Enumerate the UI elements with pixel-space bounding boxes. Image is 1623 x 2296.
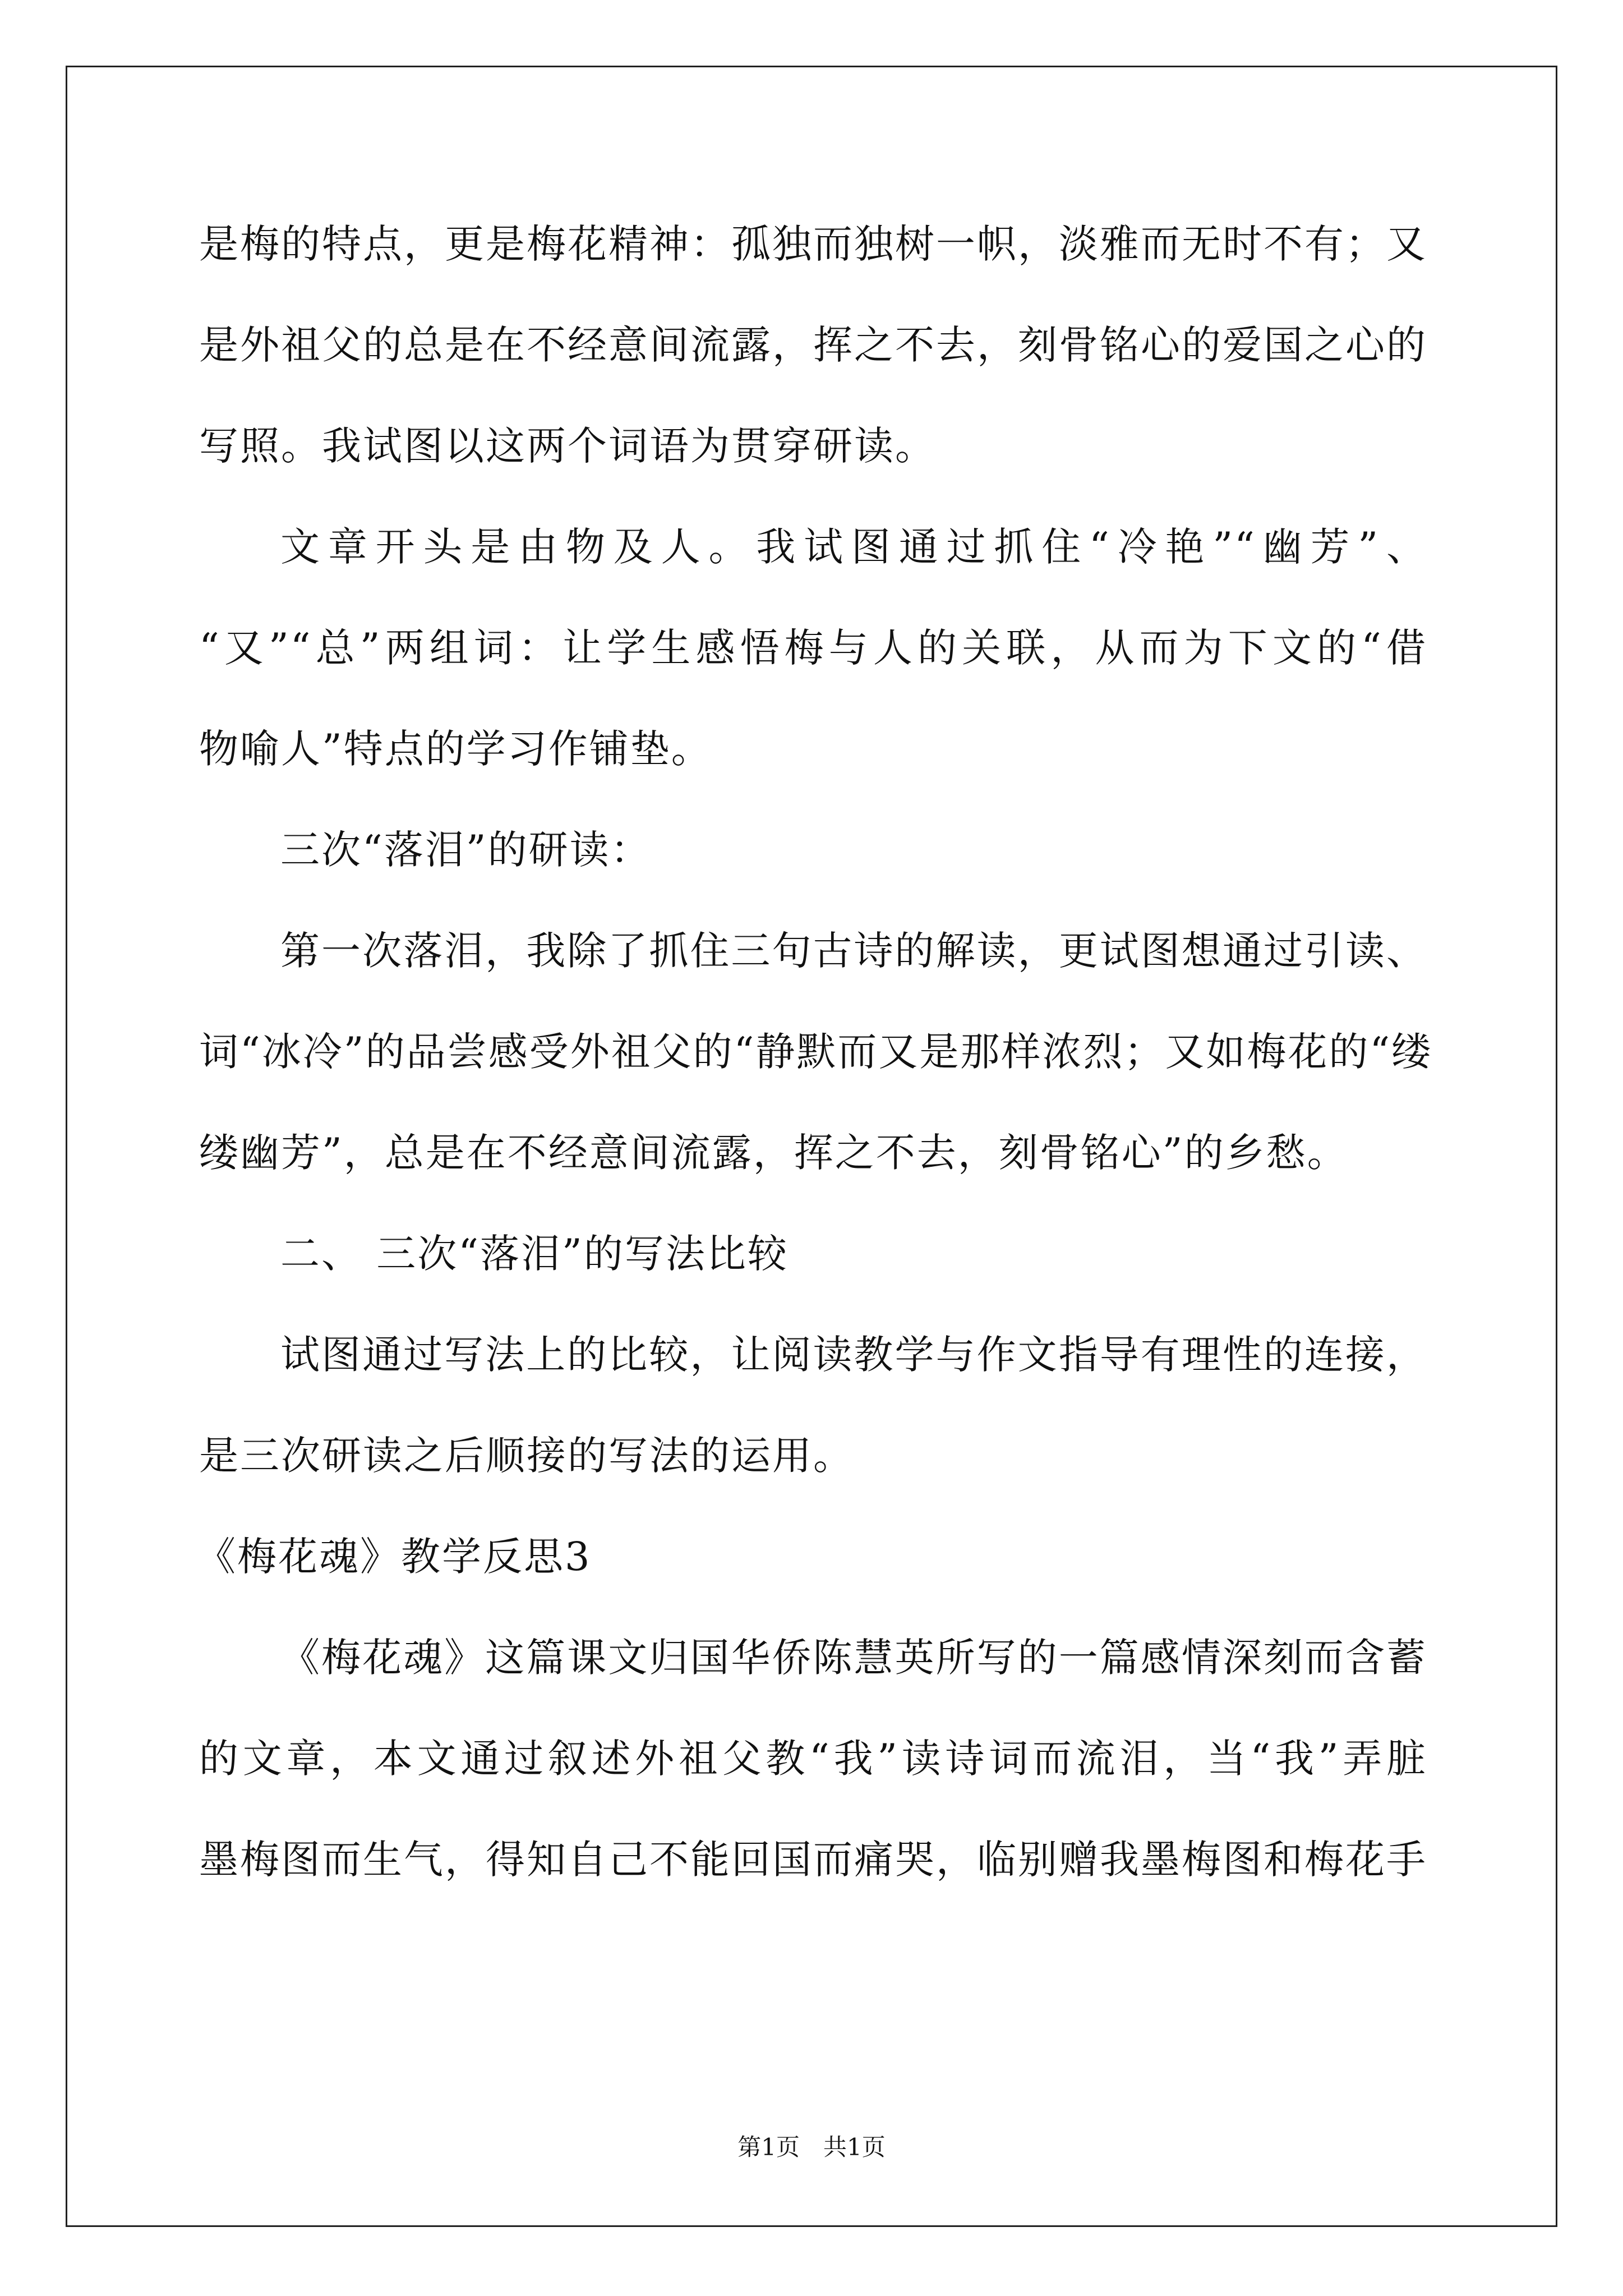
- paragraph-line: 文章开头是由物及人。我试图通过抓住“冷艳”“幽芳”、: [280, 524, 1427, 570]
- paragraph-line: 物喻人”特点的学习作铺垫。: [199, 726, 712, 772]
- paragraph-line: 《梅花魂》这篇课文归国华侨陈慧英所写的一篇感情深刻而含蓄: [280, 1635, 1427, 1681]
- paragraph-line: 是三次研读之后顺接的写法的运用。: [199, 1433, 854, 1479]
- section-heading: 二、 三次“落泪”的写法比较: [280, 1231, 789, 1277]
- article-title: 《梅花魂》教学反思3: [196, 1534, 592, 1580]
- paragraph-line: 是外祖父的总是在不经意间流露，挥之不去，刻骨铭心的爱国之心的: [199, 322, 1427, 368]
- paragraph-line: 第一次落泪，我除了抓住三句古诗的解读，更试图想通过引读、: [280, 928, 1427, 974]
- paragraph-line: 墨梅图而生气，得知自己不能回国而痛哭，临别赠我墨梅图和梅花手: [199, 1837, 1427, 1883]
- paragraph-line: 的文章，本文通过叙述外祖父教“我”读诗词而流泪，当“我”弄脏: [199, 1736, 1427, 1782]
- paragraph-line: 词“冰冷”的品尝感受外祖父的“静默而又是那样浓烈；又如梅花的“缕: [199, 1029, 1433, 1075]
- section-heading: 三次“落泪”的研读：: [280, 827, 652, 873]
- paragraph-line: 缕幽芳”，总是在不经意间流露，挥之不去，刻骨铭心”的乡愁。: [199, 1130, 1348, 1176]
- document-body: [196, 219, 1433, 1935]
- page-number: 第1页 共1页: [737, 2133, 886, 2161]
- paragraph-line: 试图通过写法上的比较，让阅读教学与作文指导有理性的连接，: [280, 1332, 1427, 1378]
- paragraph-line: 写照。我试图以这两个词语为贯穿研读。: [199, 423, 936, 469]
- paragraph-line: “又”“总”两组词：让学生感悟梅与人的关联，从而为下文的“借: [199, 625, 1427, 671]
- paragraph-line: 是梅的特点，更是梅花精神：孤独而独树一帜，淡雅而无时不有；又: [199, 221, 1427, 267]
